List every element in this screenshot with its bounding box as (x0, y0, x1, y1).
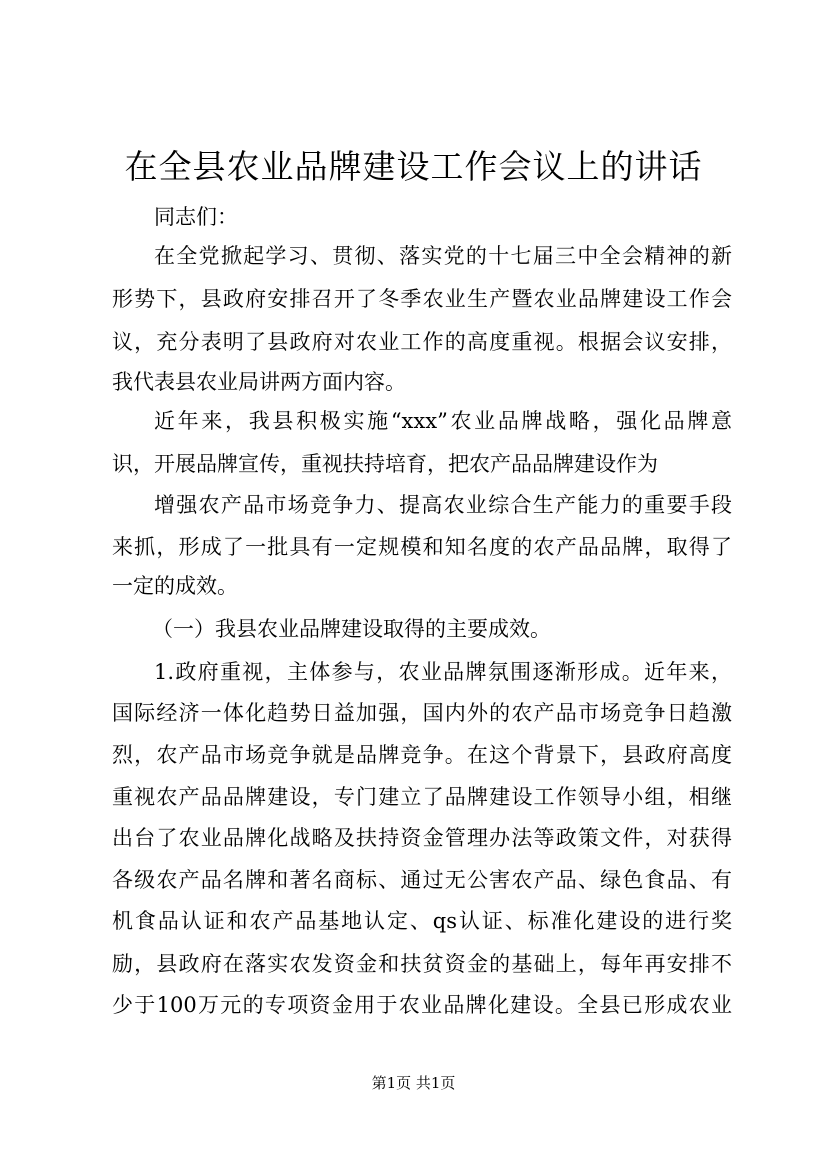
page-number-footer: 第1页 共1页 (371, 1074, 456, 1092)
paragraph-line: 形势下，县政府安排召开了冬季农业生产暨农业品牌建设工作会 (112, 287, 732, 311)
document-title: 在全县农业品牌建设工作会议上的讲话 (124, 147, 703, 186)
paragraph-line: 来抓，形成了一批具有一定规模和知名度的农产品品牌，取得了 (112, 535, 732, 559)
paragraph-line: 各级农产品名牌和著名商标、通过无公害农产品、绿色食品、有 (112, 868, 732, 892)
paragraph-line: 重视农产品品牌建设，专门建立了品牌建设工作领导小组，相继 (112, 785, 732, 809)
paragraph-line: 议，充分表明了县政府对农业工作的高度重视。根据会议安排， (112, 330, 732, 354)
paragraph-line: 励，县政府在落实农发资金和扶贫资金的基础上，每年再安排不 (112, 952, 732, 976)
paragraph-line: 识，开展品牌宣传，重视扶持培育，把农产品品牌建设作为 (112, 452, 658, 476)
paragraph-line: 少于100万元的专项资金用于农业品牌化建设。全县已形成农业 (112, 993, 732, 1017)
paragraph-line: 一定的成效。 (112, 574, 238, 598)
paragraph-line: 出台了农业品牌化战略及扶持资金管理办法等政策文件，对获得 (112, 826, 732, 850)
paragraph-line: 烈，农产品市场竞争就是品牌竞争。在这个背景下，县政府高度 (112, 743, 732, 767)
paragraph-line: 近年来，我县积极实施“xxx”农业品牌战略，强化品牌意 (154, 409, 732, 433)
paragraph-line: 1.政府重视，主体参与，农业品牌氛围逐渐形成。近年来， (154, 660, 732, 684)
paragraph-line: 我代表县农业局讲两方面内容。 (112, 370, 406, 394)
paragraph-line: 增强农产品市场竞争力、提高农业综合生产能力的重要手段 (154, 493, 732, 517)
section-heading: （一）我县农业品牌建设取得的主要成效。 (152, 617, 551, 641)
salutation: 同志们： (154, 205, 238, 229)
paragraph-line: 机食品认证和农产品基地认定、qs认证、标准化建设的进行奖 (112, 909, 732, 933)
paragraph-line: 在全党掀起学习、贯彻、落实党的十七届三中全会精神的新 (154, 244, 732, 268)
paragraph-line: 国际经济一体化趋势日益加强，国内外的农产品市场竞争日趋激 (112, 701, 732, 725)
